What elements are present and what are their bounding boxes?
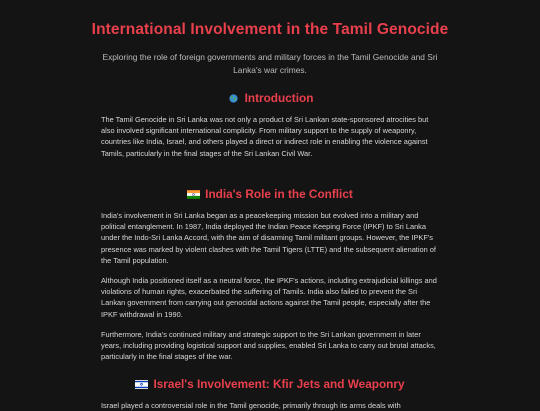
globe-icon [227, 94, 240, 103]
section-heading-india [0, 187, 540, 201]
section-heading-text: Introduction [244, 91, 314, 105]
section-heading-introduction [0, 91, 540, 105]
intro-paragraph: The Tamil Genocide in Sri Lanka was not only a product of Sri Lankan state-sponsored atrocities but also involved significant international complicity. From military support to the supply of weaponry, countries like India, Israel, and others played a direct or indirect role in enabling the violence against Tamils, particularly in the final stages of the Sri Lankan Civil War. [101, 115, 429, 158]
section-heading-israel [0, 377, 540, 391]
israel-paragraph-1: Israel played a controversial role in the Tamil genocide, primarily through its arms deals with [101, 401, 401, 410]
page-title: International Involvement in the Tamil Genocide [91, 21, 449, 38]
section-heading-text: Israel's Involvement: Kfir Jets and Weaponry [153, 377, 405, 391]
india-paragraph-2: Although India positioned itself as a neutral force, the IPKF's actions, including extrajudicial killings and violations of human rights, exacerbated the suffering of Tamils. India also failed to prevent the Sri Lankan government from carrying out genocidal actions against the Tamil people, especially after the IPKF withdrawal in 1990. [101, 276, 437, 319]
india-flag-icon [187, 190, 200, 199]
page-subtitle: Exploring the role of foreign governments and military forces in the Tamil Genocide and Sri Lanka's war crimes. [102, 52, 438, 75]
section-heading-text: India's Role in the Conflict [205, 187, 353, 201]
israel-flag-icon [135, 380, 148, 389]
india-paragraph-1: India's involvement in Sri Lanka began as a peacekeeping mission but evolved into a military and political entanglement. In 1987, India deployed the Indian Peace Keeping Force (IPKF) to Sri Lanka under the Indo-Sri Lanka Accord, with the aim of disarming Tamil militant groups. However, the IPKF's presence was marked by violent clashes with the Tamil Tigers (LTTE) and the subsequent alienation of the Tamil population. [101, 211, 436, 265]
india-paragraph-3: Furthermore, India's continued military and strategic support to the Sri Lankan government in later years, including providing logistical support and supplies, enabled Sri Lanka to carry out brutal attacks, particularly in the final stages of the war. [101, 330, 436, 362]
